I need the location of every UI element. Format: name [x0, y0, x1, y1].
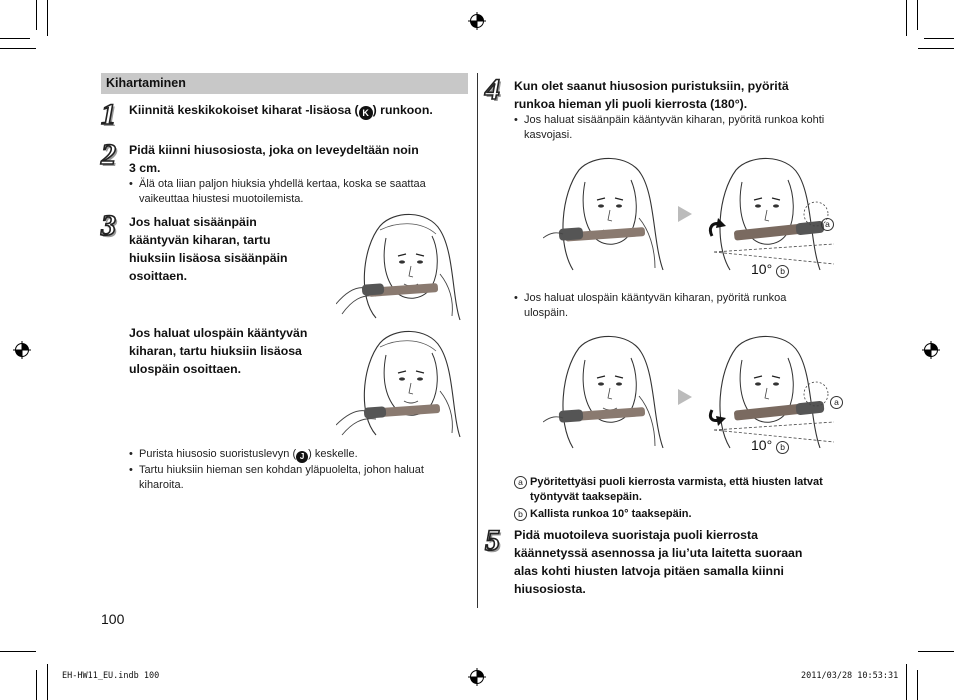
registration-mark-icon: [922, 341, 940, 359]
step-3-bullet-2: • Tartu hiuksiin hieman sen kohdan yläpuolelta, johon haluat kiharoita.: [129, 463, 479, 493]
crop-mark: [918, 651, 954, 652]
footer-file-info: EH-HW11_EU.indb 100: [62, 671, 160, 681]
note-b: b Kallista runkoa 10° taaksepäin.: [514, 507, 864, 522]
registration-mark-icon: [468, 12, 486, 30]
attachment-k-icon: K: [359, 106, 373, 120]
step-4-bullet-2: • Jos haluat ulospäin kääntyvän kiharan, pyöritä runkoa ulospäin.: [514, 291, 874, 321]
step-4-bullet-1: • Jos haluat sisäänpäin kääntyvän kiharan, pyöritä runkoa kohti kasvojasi.: [514, 113, 874, 143]
step-number: 2: [101, 138, 116, 171]
crop-mark: [36, 670, 37, 700]
marker-a: a: [830, 396, 846, 409]
crop-mark: [917, 670, 918, 700]
angle-label: 10° b: [751, 437, 792, 454]
note-a: a Pyöritettyäsi puoli kierrosta varmista, että hiusten latvat työntyvät taaksepäin.: [514, 475, 864, 505]
crop-mark: [917, 0, 918, 30]
registration-mark-icon: [13, 341, 31, 359]
step-3-outward-text: Jos haluat ulospäin kääntyvän kiharan, tartu hiuksiin lisäosa ulospäin osoittaen.: [129, 326, 308, 376]
step-5-text: Pidä muotoileva suoristaja puoli kierrosta käännetyssä asennossa ja liu’uta laitetta suoraan alas kohti hiusten latvoja pitäen samalla kiinni hiusosiosta.: [514, 528, 803, 596]
footer-datetime: 2011/03/28 10:53:31: [801, 671, 899, 681]
step-3-bullet-1: • Purista hiusosio suoristuslevyn ( J ) keskelle.: [129, 447, 479, 463]
crop-mark: [36, 0, 37, 30]
crop-mark: [47, 0, 48, 36]
section-header: [101, 73, 468, 94]
arrow-right-icon: [678, 389, 692, 405]
illustration-outward-start: [543, 330, 668, 450]
illustration-inward-start: [543, 152, 668, 272]
crop-mark: [906, 664, 907, 700]
step-number: 5: [485, 524, 500, 557]
step-4-text: Kun olet saanut hiusosion puristuksiin, pyöritä runkoa hieman yli puoli kierrosta (180°).: [514, 79, 789, 111]
illustration-outward-grip: [336, 325, 464, 441]
illustration-inward-grip: [336, 208, 464, 324]
step-number: 4: [485, 73, 500, 106]
arrow-right-icon: [678, 206, 692, 222]
step-2-text: Pidä kiinni hiusosiosta, joka on leveydeltään noin 3 cm.: [129, 143, 419, 175]
crop-mark: [918, 48, 954, 49]
crop-mark: [906, 0, 907, 36]
marker-a: a: [821, 218, 837, 231]
crop-mark: [47, 664, 48, 700]
crop-mark: [0, 38, 30, 39]
plate-j-icon: J: [296, 451, 308, 463]
angle-label: 10° b: [751, 261, 792, 278]
section-title: Kihartaminen: [106, 76, 186, 90]
crop-mark: [924, 38, 954, 39]
step-2-bullet: • Älä ota liian paljon hiuksia yhdellä kertaa, koska se saattaa vaikeuttaa hiustesi muotoilemista.: [129, 177, 479, 207]
step-3-inward-text: Jos haluat sisäänpäin kääntyvän kiharan, tartu hiuksiin lisäosa sisäänpäin osoittaen.: [129, 215, 288, 283]
crop-mark: [0, 48, 36, 49]
column-divider: [477, 73, 478, 608]
page-number: 100: [101, 611, 125, 627]
step-1-text: Kiinnitä keskikokoiset kiharat -lisäosa ( K ) runkoon.: [129, 103, 433, 118]
step-number: 3: [101, 209, 116, 242]
step-number: 1: [101, 98, 116, 131]
crop-mark: [0, 651, 36, 652]
registration-mark-icon: [468, 668, 486, 686]
